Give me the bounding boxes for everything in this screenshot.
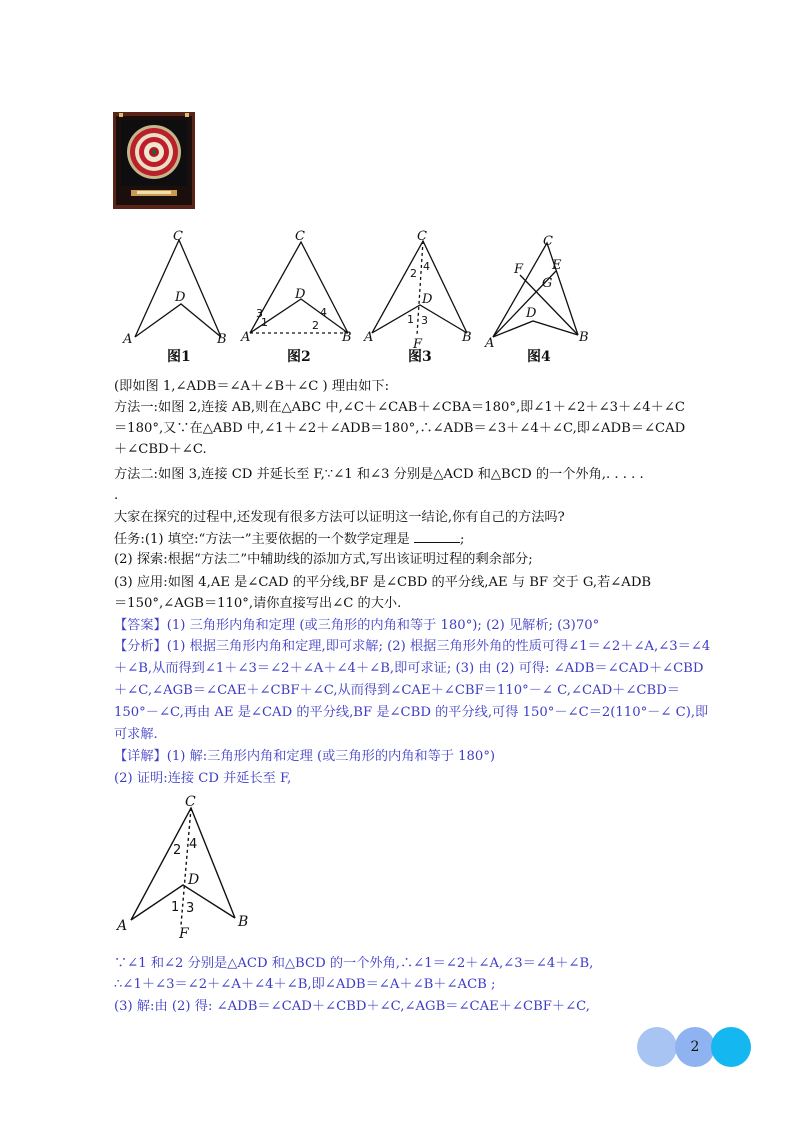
answer-blank [414,529,460,543]
analysis-line-1 [114,637,720,658]
fig4-label-f: F [514,262,524,277]
task-1-tail: ; [460,532,465,547]
analysis-line-3: ＋∠C,∠AGB＝∠CAE＋∠CBF＋∠C,从而得到∠CAE＋∠CBF＝110°－∠ C,∠CAD＋∠CBD＝ [114,683,680,698]
answer-tag: 【答案】 [114,618,167,633]
fig1-label-b: B [217,332,227,347]
analysis-line-2: ＋∠B,从而得到∠1＋∠3＝∠2＋∠A＋∠4＋∠B,即可求证; (3) 由 (2) 可得: ∠ADB＝∠CAD＋∠CBD [114,661,704,676]
sol-label-b: B [238,914,249,930]
fig2-label-d: D [295,287,306,302]
dartboard-photo [113,112,195,209]
task-1-line [114,529,720,551]
fig3-inner-lines [372,305,467,333]
detail-text-1: (1) 解:三角形内角和定理 (或三角形的内角和等于 180°) [166,749,496,764]
fig3-label-d: D [422,292,433,307]
sol-label-a: A [117,918,128,934]
fig1-label-c: C [173,229,183,244]
sol-label-c: C [185,794,196,810]
fig1-label-a: A [123,332,133,347]
text-line-1: (即如图 1,∠ADB＝∠A＋∠B＋∠C ) 理由如下: [114,379,390,394]
detail-tag: 【详解】 [114,749,167,764]
fig3-angle-2: 2 [410,267,417,280]
sol-angle-3: 3 [186,901,195,916]
text-line-2: 方法一:如图 2,连接 AB,则在△ABC 中,∠C＋∠CAB＋∠CBA＝180°,即∠1＋∠2＋∠3＋∠4＋∠C [114,400,685,415]
fig3-label-c: C [417,229,427,244]
task-1-text: 任务:(1) 填空:“方法一”主要依据的一个数学定理是 [114,532,410,547]
page-circle-left [637,1027,677,1067]
fig3-angle-1: 1 [407,313,414,326]
detail-after-3: (3) 解:由 (2) 得: ∠ADB＝∠CAD＋∠CBD＋∠C,∠AGB＝∠CAE＋∠CBF＋∠C, [114,999,590,1014]
fig1-outer-lines [135,240,221,337]
fig3-label-b: B [462,330,472,345]
detail-line-2: (2) 证明:连接 CD 并延长至 F, [114,771,292,786]
fig3-caption: 图3 [408,349,432,365]
detail-after-1: ∵∠1 和∠2 分别是△ACD 和△BCD 的一个外角,∴∠1＝∠2＋∠A,∠3＝∠4＋∠B, [114,956,594,971]
answer-line [114,616,720,637]
detail-line-1 [114,747,720,768]
page-number [675,1027,715,1067]
sol-angle-4: 4 [189,837,198,852]
sol-angle-2: 2 [173,843,182,858]
page-circle-right [711,1027,751,1067]
fig3-label-a: A [364,330,374,345]
analysis-text-1: (1) 根据三角形内角和定理,即可求解; (2) 根据三角形外角的性质可得∠1＝∠2＋∠A,∠3＝∠4 [166,639,711,654]
fig3-outer-lines [372,241,467,333]
page-number-text: 2 [690,1039,700,1055]
fig2-angle-3: 3 [256,307,263,320]
fig4-label-g: G [542,276,553,291]
sol-label-f: F [179,926,189,942]
fig2-label-a: A [241,330,251,345]
fig2-angle-2: 2 [312,319,319,332]
fig3-angle-4: 4 [423,260,430,273]
fig2-angle-1: 1 [261,316,268,329]
text-line-5: 方法二:如图 3,连接 CD 并延长至 F,∵∠1 和∠3 分别是△ACD 和△BCD 的一个外角,. . . . . [114,467,644,482]
fig4-label-c: C [543,234,553,249]
solution-figure [113,790,273,945]
fig3-angle-3: 3 [421,314,428,327]
fig2-label-b: B [342,330,352,345]
sol-label-d: D [188,872,200,888]
fig4-label-b: B [579,330,589,345]
fig4-label-a: A [485,336,495,351]
fig4-label-d: D [526,306,537,321]
task-3-line-1: (3) 应用:如图 4,AE 是∠CAD 的平分线,BF 是∠CBD 的平分线,AE 与 BF 交于 G,若∠ADB [114,575,652,590]
sol-outer-lines [131,808,235,920]
fig4-label-e: E [552,258,562,273]
answer-text: (1) 三角形内角和定理 (或三角形的内角和等于 180°); (2) 见解析; (3)70° [166,618,600,633]
detail-after-2: ∴∠1＋∠3＝∠2＋∠A＋∠4＋∠B,即∠ADB＝∠A＋∠B＋∠ACB ; [114,977,496,992]
analysis-line-5: 可求解. [114,727,158,742]
fig1-label-d: D [175,290,186,305]
text-line-7: 大家在探究的过程中,还发现有很多方法可以证明这一结论,你有自己的方法吗? [114,510,565,525]
fig2-label-c: C [295,229,305,244]
fig2-angle-4: 4 [320,306,327,319]
task-2-line: (2) 探索:根据“方法二”中辅助线的添加方式,写出该证明过程的剩余部分; [114,552,533,567]
figures-row [115,225,595,375]
analysis-tag: 【分析】 [114,639,167,654]
task-3-line-2: ＝150°,∠AGB＝110°,请你直接写出∠C 的大小. [114,596,402,611]
text-line-4: ＋∠CBD＋∠C. [114,442,207,457]
sol-angle-1: 1 [171,900,180,915]
fig1-caption: 图1 [167,349,191,365]
analysis-line-4: 150°－∠C,再由 AE 是∠CAD 的平分线,BF 是∠CBD 的平分线,可得 150°－∠C＝2(110°－∠ C),即 [114,705,709,720]
text-line-6: . [114,488,119,503]
text-line-3: ＝180°,又∵在△ABD 中,∠1＋∠2＋∠ADB＝180°,∴∠ADB＝∠3＋∠4＋∠C,即∠ADB＝∠CAD [114,421,686,436]
fig2-caption: 图2 [287,349,311,365]
fig3-label-f: F [413,337,423,352]
fig4-caption: 图4 [527,349,551,365]
